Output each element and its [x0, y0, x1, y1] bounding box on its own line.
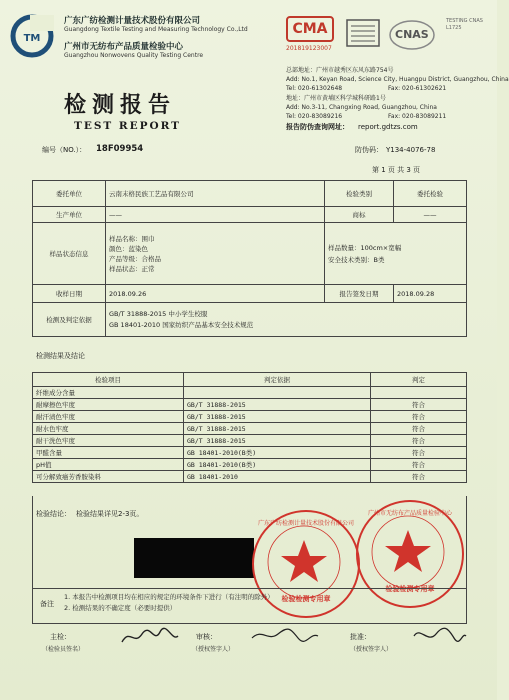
center-name-cn: 广州市无纺布产品质量检验中心 — [64, 42, 184, 52]
table-row — [33, 435, 467, 447]
result-verdict: 符合 — [371, 459, 467, 471]
result-standard: GB 18401-2010(B类) — [184, 459, 371, 471]
fax-2: Fax: 020-83089211 — [388, 113, 447, 120]
client-label: 委托单位 — [33, 181, 106, 207]
info-table — [32, 180, 467, 337]
results-table — [32, 372, 467, 483]
company-logo — [10, 14, 54, 58]
result-item: 耐汗渍色牢度 — [33, 411, 184, 423]
brand-label: 商标 — [325, 207, 394, 223]
conclusion-text: 检验结果详见2-3页。 — [76, 510, 144, 518]
basis-line-2: GB 18401-2010 国家纺织产品基本安全技术规范 — [109, 320, 254, 329]
method-label: 检验类别 — [325, 181, 394, 207]
table-row — [33, 411, 467, 423]
company-name-cn: 广东广纺检测计量技术股份有限公司 — [64, 16, 201, 26]
sign-1-sub: （检验员签名） — [42, 646, 85, 653]
address-1-en: Add: No.1, Keyan Road, Science City, Huangpu District, Guangzhou, China — [286, 76, 509, 83]
client-value: 云南末格民族工艺品有限公司 — [106, 181, 325, 207]
tel-2: Tel: 020-83089216 — [286, 113, 343, 120]
maker-value: —— — [106, 207, 325, 223]
sign-3-label: 批准： — [350, 633, 371, 641]
report-no-value: 18F09954 — [96, 144, 144, 154]
center-name-en: Guangzhou Nonwovens Quality Testing Centre — [64, 52, 204, 59]
signature-3 — [412, 624, 468, 650]
result-item: 可分解致癌芳香胺染料 — [33, 471, 184, 483]
sample-safety: 安全技术类别：B类 — [328, 255, 385, 264]
table-row — [33, 399, 467, 411]
result-standard: GB/T 31888-2015 — [184, 423, 371, 435]
page-info: 第 1 页 共 3 页 — [372, 166, 421, 174]
result-verdict: 符合 — [371, 399, 467, 411]
result-verdict: 符合 — [371, 471, 467, 483]
report-title-cn: 检测报告 — [64, 92, 177, 118]
cma-number: 201819123007 — [286, 45, 332, 52]
address-2-cn: 地址：广州市黄埔区科学城科研路1号 — [286, 95, 386, 102]
remark-label: 备注 — [40, 600, 54, 608]
cnas-logo — [388, 18, 436, 52]
result-item: pH值 — [33, 459, 184, 471]
remark-2: 2. 检测结果的不确定度（必要时提供） — [64, 604, 177, 612]
result-standard: GB/T 31888-2015 — [184, 411, 371, 423]
results-label: 检测结果及结论 — [36, 352, 85, 360]
result-standard: GB/T 31888-2015 — [184, 435, 371, 447]
remark-1: 1. 本报告中检测项目均在相应的规定的环境条件下进行（有注明的除外） — [64, 593, 274, 601]
table-row — [33, 447, 467, 459]
sign-1-label: 主检： — [50, 633, 71, 641]
sign-2-label: 审核： — [196, 633, 217, 641]
cma-mark: CMA — [286, 16, 334, 42]
recv-value: 2018.09.26 — [106, 285, 325, 303]
web-label: 报告防伪查询网址： — [286, 123, 349, 131]
anti-fake-label: 防伪码： — [355, 146, 383, 154]
report-no-label: 编号（NO.）： — [42, 146, 87, 154]
tel-1: Tel: 020-61302648 — [286, 85, 343, 92]
table-row — [33, 459, 467, 471]
redacted-block — [134, 538, 254, 578]
maker-label: 生产单位 — [33, 207, 106, 223]
result-standard: GB 18401-2010(B类) — [184, 447, 371, 459]
sample-state: 样品状态：正常 — [109, 264, 155, 273]
cnas-mark: CNAS — [395, 28, 429, 41]
table-row — [33, 471, 467, 483]
stamp-right-bottom: 检验检测专用章 — [385, 585, 435, 593]
web-url: report.gdtzs.com — [358, 123, 418, 131]
cma-logo — [286, 16, 338, 56]
result-item: 耐水色牢度 — [33, 423, 184, 435]
result-verdict: 符合 — [371, 435, 467, 447]
basis-line-1: GB/T 31888-2015 中小学生校服 — [109, 309, 208, 318]
result-item: 耐干洗色牢度 — [33, 435, 184, 447]
sign-2-sub: （授权签字人） — [192, 646, 235, 653]
method-value: 委托检验 — [394, 181, 467, 207]
company-name-en: Guangdong Textile Testing and Measuring Technology Co.,Ltd — [64, 26, 248, 33]
sample-label: 样品状态信息 — [33, 223, 106, 285]
result-standard — [184, 387, 371, 399]
result-verdict — [371, 387, 467, 399]
conclusion-label: 检验结论： — [36, 510, 71, 518]
sample-color: 颜色：蓝染色 — [109, 244, 148, 253]
address-1-cn: 总部地址：广州市越秀区东风东路754号 — [286, 67, 394, 74]
sign-3-sub: （授权签字人） — [350, 646, 393, 653]
stamp-left-bottom: 检验检测专用章 — [281, 595, 331, 603]
result-verdict: 符合 — [371, 411, 467, 423]
ilac-mra-icon — [343, 16, 383, 52]
stamp-right-text: 广州市无纺布产品质量检验中心 — [367, 510, 452, 517]
address-2-en: Add: No.3-11, Changxing Road, Guangzhou, China — [286, 104, 437, 111]
col-item: 检验项目 — [33, 373, 184, 387]
result-standard: GB/T 31888-2015 — [184, 399, 371, 411]
result-standard: GB 18401-2010 — [184, 471, 371, 483]
col-verdict: 判定 — [371, 373, 467, 387]
signature-1 — [120, 626, 180, 652]
fax-1: Fax: 020-61302621 — [388, 85, 447, 92]
issue-label: 报告签发日期 — [325, 285, 394, 303]
issue-value: 2018.09.28 — [394, 285, 467, 303]
sample-qty: 样品数量：100cm×宽幅 — [328, 243, 402, 252]
signature-2 — [250, 624, 320, 650]
anti-fake-value: Y134-4076-78 — [386, 146, 436, 154]
table-row — [33, 387, 467, 399]
recv-label: 收样日期 — [33, 285, 106, 303]
stamp-left-text: 广东广纺检测计量技术股份有限公司 — [258, 520, 355, 527]
result-item: 耐摩擦色牢度 — [33, 399, 184, 411]
basis-label: 检测及判定依据 — [33, 303, 106, 337]
result-verdict: 符合 — [371, 423, 467, 435]
result-item: 纤维成分含量 — [33, 387, 184, 399]
cnas-sub: TESTING CNAS L1725 — [446, 18, 483, 31]
table-row — [33, 423, 467, 435]
result-verdict: 符合 — [371, 447, 467, 459]
brand-value: —— — [394, 207, 467, 223]
sample-name: 样品名称：围巾 — [109, 234, 155, 243]
result-item: 甲醛含量 — [33, 447, 184, 459]
report-title-en: TEST REPORT — [74, 120, 181, 132]
col-standard: 判定依据 — [184, 373, 371, 387]
sample-grade: 产品等级：合格品 — [109, 254, 161, 263]
svg-text:TM: TM — [23, 33, 41, 44]
